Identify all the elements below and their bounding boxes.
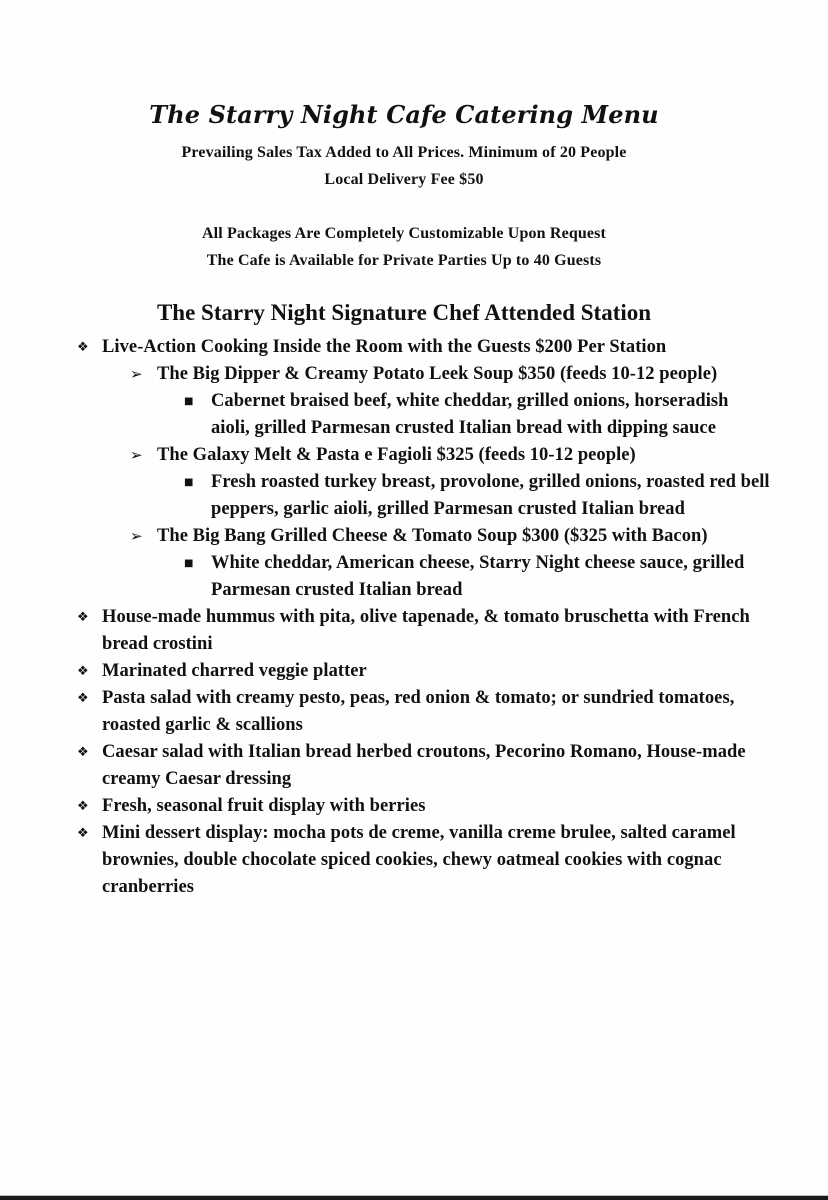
option-details: Fresh roasted turkey breast, provolone, grilled onions, roasted red bell peppers, garlic aioli, grilled Parmesan crusted Italian bread — [211, 472, 770, 519]
list-item-option-details — [0, 469, 828, 523]
arrow-bullet-icon: ➢ — [130, 527, 143, 545]
list-item-station — [0, 334, 828, 361]
list-item-option — [0, 523, 828, 550]
option-details: Cabernet braised beef, white cheddar, grilled onions, horseradish aioli, grilled Parmesan crusted Italian bread with dipping sauce — [211, 391, 729, 438]
diamond-bullet-icon: ❖ — [77, 799, 89, 814]
diamond-bullet-icon: ❖ — [77, 745, 89, 760]
square-bullet-icon: ■ — [184, 558, 194, 569]
list-item-option-details — [0, 550, 828, 604]
list-item-dessert-display — [0, 820, 828, 901]
menu-title: The Starry Night Cafe Catering Menu — [149, 100, 659, 129]
section-heading: The Starry Night Signature Chef Attended Station — [156, 300, 652, 325]
list-item-option-details — [0, 388, 828, 442]
arrow-bullet-icon: ➢ — [130, 365, 143, 383]
list-item-fruit-display — [0, 793, 828, 820]
item-text: Marinated charred veggie platter — [102, 661, 367, 681]
tax-minimum-note: Prevailing Sales Tax Added to All Prices. Minimum of 20 People — [181, 144, 627, 161]
list-item-caesar-salad — [0, 739, 828, 793]
list-item-option — [0, 442, 828, 469]
page-bottom-edge — [0, 1195, 828, 1200]
option-name: The Big Bang Grilled Cheese & Tomato Soup $300 ($325 with Bacon) — [157, 526, 708, 546]
menu-list — [0, 334, 828, 901]
square-bullet-icon: ■ — [184, 477, 194, 488]
delivery-fee-note: Local Delivery Fee $50 — [324, 171, 484, 188]
list-item-hummus — [0, 604, 828, 658]
list-item-option — [0, 361, 828, 388]
list-item-pasta-salad — [0, 685, 828, 739]
item-text: Mini dessert display: mocha pots de creme, vanilla creme brulee, salted caramel brownies, double chocolate spiced cookies, chewy oatmeal cookies with cognac cranberries — [102, 823, 736, 897]
option-details: White cheddar, American cheese, Starry Night cheese sauce, grilled Parmesan crusted Italian bread — [211, 553, 745, 600]
item-text: Pasta salad with creamy pesto, peas, red onion & tomato; or sundried tomatoes, roasted garlic & scallions — [102, 688, 735, 735]
diamond-bullet-icon: ❖ — [77, 826, 89, 841]
diamond-bullet-icon: ❖ — [77, 691, 89, 706]
customizable-note: All Packages Are Completely Customizable Upon Request — [201, 225, 607, 242]
option-name: The Big Dipper & Creamy Potato Leek Soup $350 (feeds 10-12 people) — [157, 364, 718, 384]
item-text: Caesar salad with Italian bread herbed croutons, Pecorino Romano, House-made creamy Caesar dressing — [102, 742, 746, 789]
arrow-bullet-icon: ➢ — [130, 446, 143, 464]
station-text: Live-Action Cooking Inside the Room with the Guests $200 Per Station — [102, 337, 667, 357]
diamond-bullet-icon: ❖ — [77, 340, 89, 355]
diamond-bullet-icon: ❖ — [77, 664, 89, 679]
diamond-bullet-icon: ❖ — [77, 610, 89, 625]
item-text: Fresh, seasonal fruit display with berries — [102, 796, 426, 816]
square-bullet-icon: ■ — [184, 396, 194, 407]
item-text: House-made hummus with pita, olive tapenade, & tomato bruschetta with French bread crostini — [102, 607, 750, 654]
private-parties-note: The Cafe is Available for Private Parties Up to 40 Guests — [206, 252, 602, 269]
option-name: The Galaxy Melt & Pasta e Fagioli $325 (feeds 10-12 people) — [157, 445, 636, 465]
list-item-veggie-platter — [0, 658, 828, 685]
